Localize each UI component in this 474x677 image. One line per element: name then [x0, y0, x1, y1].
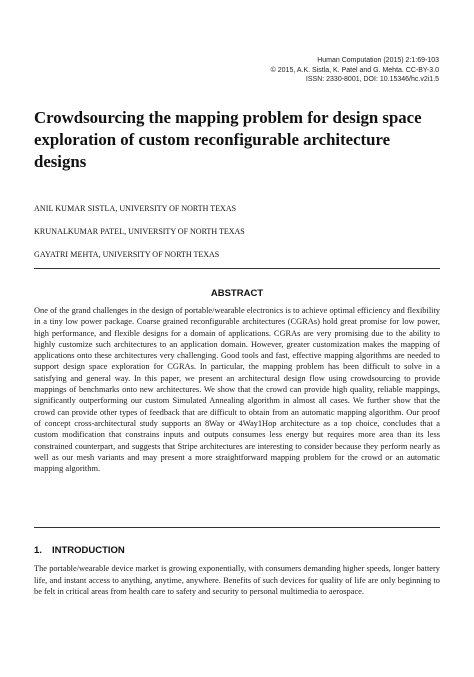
author-name: GAYATRI MEHTA — [34, 250, 99, 259]
section-divider — [34, 268, 440, 269]
section-number: 1. — [34, 545, 42, 556]
author-affiliation: , UNIVERSITY OF NORTH TEXAS — [124, 227, 245, 236]
author-entry — [34, 227, 444, 237]
author-list — [34, 204, 444, 273]
introduction-heading — [34, 545, 440, 556]
journal-citation: Human Computation (2015) 2:1:69-103 — [317, 57, 439, 64]
journal-header — [271, 56, 439, 85]
section-divider — [34, 527, 440, 528]
author-entry — [34, 204, 444, 214]
author-name: ANIL KUMAR SISTLA — [34, 204, 116, 213]
section-title: INTRODUCTION — [51, 545, 125, 556]
issn-doi: ISSN: 2330-8001, DOI: 10.15346/hc.v2i1.5 — [305, 76, 439, 83]
author-affiliation: , UNIVERSITY OF NORTH TEXAS — [115, 204, 237, 213]
paper-title: Crowdsourcing the mapping problem for design space exploration of custom reconfigurable architecture designs — [34, 108, 422, 171]
copyright-notice: © 2015, A.K. Sistla, K. Patel and G. Mehta. CC-BY-3.0 — [270, 66, 439, 74]
abstract-text: One of the grand challenges in the design of portable/wearable electronics is to achieve optimal efficiency and flexibility in a tiny low power package. Coarse grained reconfigurable architectures (CGRAs) hold great promise for low power, high performance, and flexible designs for a domain of applications. CGRAs are very promising due to the ability to highly customize such architectures to an application domain. However, greater customization makes the mapping of applications onto these architectures very challenging. Good tools and fast, effective mapping algorithms are needed to support design space exploration for CGRAs. In particular, the mapping problem has been difficult to solve in a satisfying and general way. In this paper, we present an architectural design flow using crowdsourcing to provide mappings of benchmarks onto new architectures. We show that the crowd can provide high quality, reliable mappings, significantly outperforming our custom Simulated Annealing algorithm in almost all cases. We further show that the crowd can provide other types of feedback that are difficult to obtain from an automatic mapping algorithm. Our proof of concept cross-architectural study supports an 8Way or 4Way1Hop architecture as a top choice, concludes that a custom modification that constrains inputs and outputs consumes less energy but requires more area than its less constrained counterpart, and suggests that Stripe architectures are interesting to consider because they perform nearly as well as our mesh variants and may present a more straightforward mapping problem for the crowd or an automatic mapping algorithm. — [34, 306, 440, 474]
author-affiliation: , UNIVERSITY OF NORTH TEXAS — [98, 250, 220, 259]
abstract-heading: ABSTRACT — [210, 288, 264, 299]
author-name: KRUNALKUMAR PATEL — [34, 227, 125, 236]
author-entry — [34, 250, 444, 260]
introduction-text: The portable/wearable device market is growing exponentially, with consumers demanding higher speeds, longer battery life, and instant access to anything, anytime, anywhere. Benefits of such devices for quality of life are only beginning to be felt in critical areas from health care to safety and security to personal multimedia to aerospace. — [34, 564, 440, 597]
